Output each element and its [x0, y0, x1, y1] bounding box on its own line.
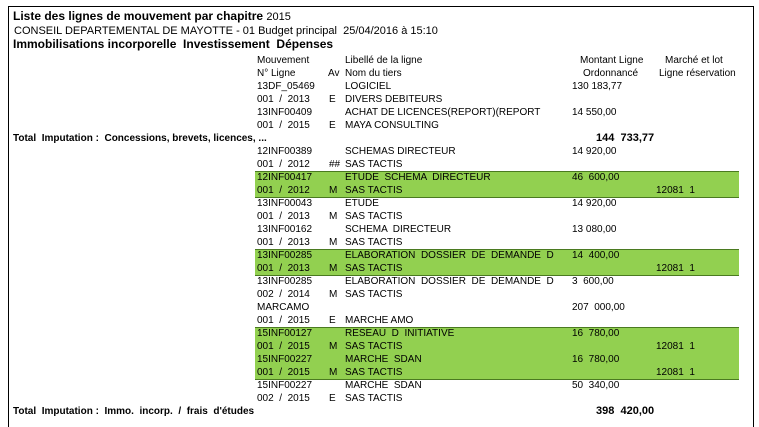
cell-libelle: MARCHE SDAN [345, 354, 422, 365]
cell-libelle: RESEAU D INITIATIVE [345, 328, 455, 339]
cell-montant: 207 000,00 [572, 302, 625, 313]
total-label: Total Imputation : Immo. incorp. / frais d'études [13, 406, 255, 417]
cell-libelle: SAS TACTIS [345, 237, 403, 248]
cell-libelle: ACHAT DE LICENCES(REPORT)(REPORT [345, 107, 541, 118]
cell-ligne: 13INF00043 [257, 198, 313, 209]
cell-ligne: 001 / 2015 [257, 367, 310, 378]
cell-av: M [329, 289, 338, 300]
report-subtitle: CONSEIL DEPARTEMENTAL DE MAYOTTE - 01 Budget principal 25/04/2016 à 15:10 [14, 25, 438, 37]
cell-ligne: 001 / 2013 [257, 263, 310, 274]
cell-ligne: 15INF00227 [257, 354, 313, 365]
cell-av: M [329, 237, 338, 248]
cell-montant: 46 600,00 [572, 172, 620, 183]
cell-montant: 16 780,00 [572, 354, 620, 365]
cell-libelle: MAYA CONSULTING [345, 120, 439, 131]
cell-av: E [329, 315, 336, 326]
cell-libelle: SAS TACTIS [345, 341, 403, 352]
cell-montant: 130 183,77 [572, 81, 623, 92]
header-montant: Montant Ligne [580, 55, 644, 66]
cell-marche: 12081 1 [656, 341, 695, 352]
header-marche: Marché et lot [665, 55, 723, 66]
cell-av: E [329, 120, 336, 131]
cell-ligne: 001 / 2012 [257, 185, 310, 196]
cell-libelle: SCHEMA DIRECTEUR [345, 224, 452, 235]
cell-montant: 14 920,00 [572, 146, 617, 157]
cell-ligne: 001 / 2015 [257, 315, 310, 326]
cell-ligne: 001 / 2013 [257, 94, 310, 105]
cell-ligne: 002 / 2015 [257, 393, 310, 404]
cell-marche: 12081 1 [656, 263, 695, 274]
cell-ligne: 001 / 2013 [257, 211, 310, 222]
report-title [13, 10, 291, 24]
header-nom-tiers: Nom du tiers [345, 68, 402, 79]
cell-libelle: SAS TACTIS [345, 393, 403, 404]
cell-ligne: 12INF00417 [257, 172, 313, 183]
cell-ligne: 001 / 2013 [257, 237, 310, 248]
cell-ligne: 13INF00285 [257, 250, 313, 261]
header-libelle: Libellé de la ligne [345, 55, 423, 66]
cell-av: E [329, 94, 336, 105]
cell-av: M [329, 185, 338, 196]
cell-marche: 12081 1 [656, 367, 695, 378]
cell-libelle: SAS TACTIS [345, 185, 403, 196]
highlighted-row [255, 327, 739, 341]
cell-ligne: 13INF00409 [257, 107, 313, 118]
cell-ligne: 15INF00127 [257, 328, 313, 339]
cell-libelle: SAS TACTIS [345, 367, 403, 378]
cell-libelle: SAS TACTIS [345, 211, 403, 222]
cell-av: M [329, 211, 338, 222]
header-ordonnance: Ordonnancé [583, 68, 639, 79]
cell-libelle: SAS TACTIS [345, 159, 403, 170]
cell-libelle: MARCHE SDAN [345, 380, 422, 391]
highlighted-row [255, 171, 739, 185]
report-title-text: Liste des lignes de mouvement par chapitre [13, 9, 264, 23]
header-av: Av [328, 68, 340, 79]
cell-ligne: 001 / 2015 [257, 120, 310, 131]
cell-montant: 14 400,00 [572, 250, 620, 261]
cell-libelle: DIVERS DEBITEURS [345, 94, 443, 105]
cell-ligne: 002 / 2014 [257, 289, 310, 300]
total-amount: 398 420,00 [596, 405, 655, 417]
section-heading: Immobilisations incorporelle Investissement Dépenses [13, 37, 334, 51]
cell-ligne: 13INF00162 [257, 224, 313, 235]
cell-av: M [329, 367, 338, 378]
cell-ligne: MARCAMO [257, 302, 310, 313]
report-year: 2015 [266, 11, 291, 23]
header-n-ligne: N° Ligne [257, 68, 296, 79]
cell-montant: 3 600,00 [572, 276, 614, 287]
cell-montant: 14 920,00 [572, 198, 617, 209]
cell-libelle: ELABORATION DOSSIER DE DEMANDE D [345, 276, 554, 287]
header-mouvement: Mouvement [257, 55, 310, 66]
cell-montant: 16 780,00 [572, 328, 620, 339]
cell-libelle: SCHEMAS DIRECTEUR [345, 146, 456, 157]
total-label: Total Imputation : Concessions, brevets, licences, ... [13, 133, 267, 144]
cell-marche: 12081 1 [656, 185, 695, 196]
cell-libelle: MARCHE AMO [345, 315, 414, 326]
cell-ligne: 12INF00389 [257, 146, 313, 157]
cell-av: E [329, 393, 336, 404]
cell-ligne: 13INF00285 [257, 276, 313, 287]
cell-ligne: 15INF00227 [257, 380, 313, 391]
cell-montant: 14 550,00 [572, 107, 617, 118]
cell-libelle: ETUDE SCHEMA DIRECTEUR [345, 172, 491, 183]
cell-libelle: ETUDE [345, 198, 379, 209]
cell-ligne: 13DF_05469 [257, 81, 315, 92]
cell-av: ## [329, 159, 341, 170]
cell-av: M [329, 263, 338, 274]
cell-ligne: 001 / 2015 [257, 341, 310, 352]
cell-av: M [329, 341, 338, 352]
cell-libelle: SAS TACTIS [345, 289, 403, 300]
cell-montant: 13 080,00 [572, 224, 617, 235]
header-ligne-reservation: Ligne réservation [659, 68, 736, 79]
cell-montant: 50 340,00 [572, 380, 620, 391]
highlighted-row [255, 353, 739, 366]
cell-libelle: ELABORATION DOSSIER DE DEMANDE D [345, 250, 554, 261]
cell-libelle: SAS TACTIS [345, 263, 403, 274]
total-amount: 144 733,77 [596, 132, 655, 144]
cell-libelle: LOGICIEL [345, 81, 392, 92]
cell-ligne: 001 / 2012 [257, 159, 310, 170]
